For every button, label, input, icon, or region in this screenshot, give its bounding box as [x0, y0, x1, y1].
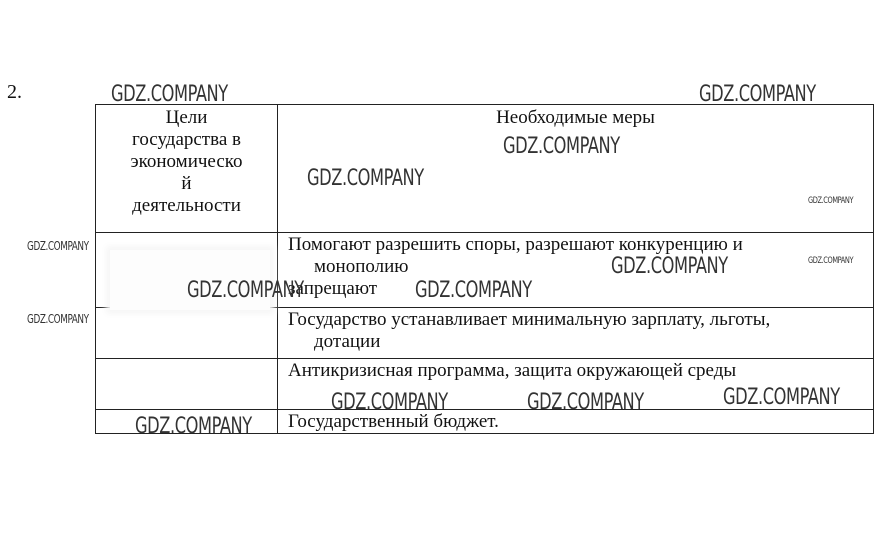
- header-measures-cell: [278, 105, 874, 233]
- watermark: GDZ.COMPANY: [135, 414, 252, 439]
- measure-line: Помогают разрешить споры, разрешают конкуренцию и: [288, 234, 743, 255]
- watermark: GDZ.COMPANY: [808, 256, 854, 266]
- measure-cell: [278, 308, 874, 359]
- watermark: GDZ.COMPANY: [808, 196, 854, 206]
- measure-line: дотации: [314, 331, 381, 352]
- watermark: GDZ.COMPANY: [307, 166, 424, 191]
- table-row: [96, 359, 874, 410]
- measure-line: Государство устанавливает минимальную зарплату, льготы,: [288, 309, 771, 330]
- task-number: 2.: [7, 81, 22, 103]
- watermark: GDZ.COMPANY: [27, 239, 89, 253]
- watermark: GDZ.COMPANY: [187, 278, 304, 303]
- measure-cell: [278, 359, 874, 410]
- erased-area: [110, 250, 270, 310]
- measure-line: монополию: [314, 256, 409, 277]
- watermark: GDZ.COMPANY: [111, 82, 228, 107]
- header-goals-line: Цели: [165, 107, 208, 128]
- table-row: [96, 308, 874, 359]
- table-row: [96, 410, 874, 434]
- goal-cell: [96, 410, 278, 434]
- header-goals-cell: [96, 105, 278, 233]
- watermark: GDZ.COMPANY: [415, 278, 532, 303]
- watermark: GDZ.COMPANY: [27, 312, 89, 326]
- watermark: GDZ.COMPANY: [527, 390, 644, 415]
- header-goals-line: государства в: [132, 129, 241, 150]
- goal-cell: [96, 359, 278, 410]
- header-goals-line: экономическо: [130, 151, 243, 172]
- measure-cell: [278, 233, 874, 308]
- header-goals-line: деятельности: [132, 195, 241, 216]
- measure-line: Антикризисная программа, защита окружающей среды: [288, 360, 737, 381]
- header-measures-label: Необходимые меры: [496, 107, 655, 128]
- measure-cell: [278, 410, 874, 434]
- measure-line: Государственный бюджет.: [288, 411, 499, 432]
- table-header-row: [96, 105, 874, 233]
- watermark: GDZ.COMPANY: [723, 385, 840, 410]
- watermark: GDZ.COMPANY: [611, 254, 728, 279]
- watermark: GDZ.COMPANY: [503, 134, 620, 159]
- watermark: GDZ.COMPANY: [331, 390, 448, 415]
- header-goals-line: й: [181, 173, 192, 194]
- goal-cell: [96, 308, 278, 359]
- measure-line: запрещают: [288, 278, 378, 299]
- watermark: GDZ.COMPANY: [699, 82, 816, 107]
